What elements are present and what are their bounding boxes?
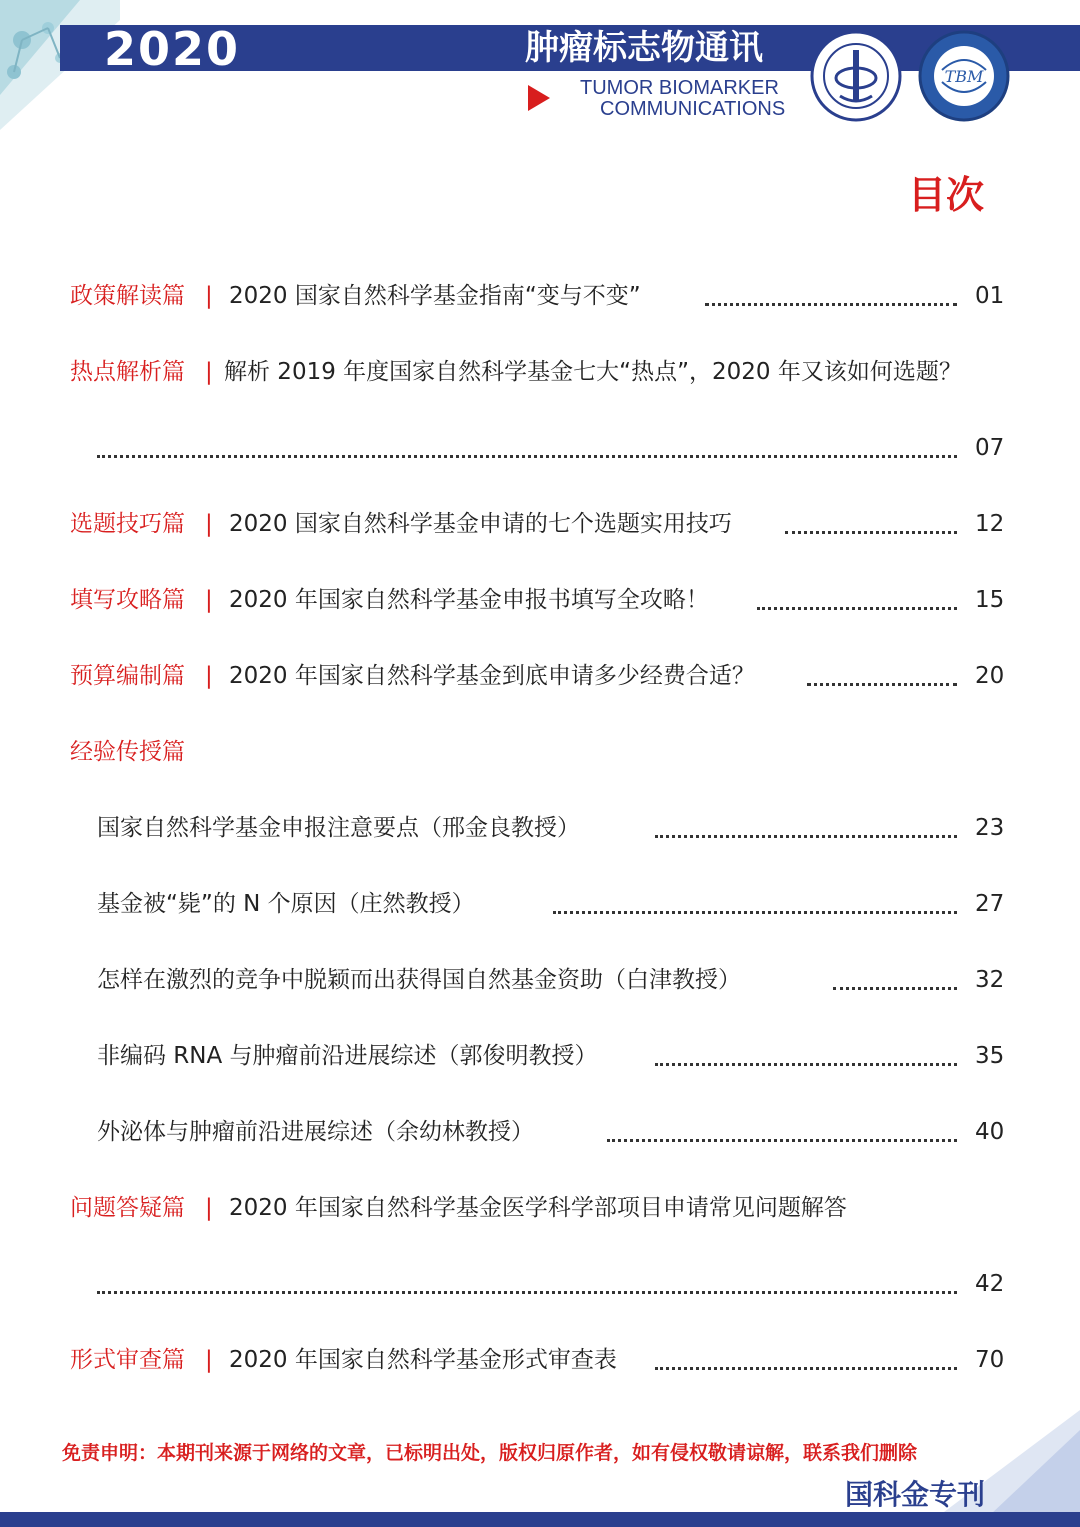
toc-title: 目次 xyxy=(908,173,985,217)
leader-dots xyxy=(655,1063,957,1066)
magazine-title-en-line2: COMMUNICATIONS xyxy=(600,98,786,120)
toc-category: 选题技巧篇 xyxy=(70,511,185,537)
toc-entry xyxy=(0,656,1080,696)
toc-entry-title: 2020 国家自然科学基金指南“变与不变” xyxy=(229,283,641,309)
toc-page-number: 32 xyxy=(975,967,1005,993)
toc-sub-entry xyxy=(0,960,1080,1000)
category-separator: | xyxy=(205,511,213,537)
category-separator: | xyxy=(205,1195,213,1221)
category-separator: | xyxy=(205,1347,213,1373)
toc-category: 经验传授篇 xyxy=(70,739,185,765)
toc-section-heading xyxy=(0,732,1080,772)
leader-dots xyxy=(833,987,957,990)
leader-dots xyxy=(97,455,957,458)
toc-entry-title: 外泌体与肿瘤前沿进展综述（余幼林教授） xyxy=(97,1119,534,1145)
leader-dots xyxy=(553,911,957,914)
disclaimer-text: 免责申明：本期刊来源于网络的文章，已标明出处，版权归原作者，如有侵权敬请谅解，联系我们删除 xyxy=(62,1442,918,1464)
category-separator: | xyxy=(205,359,213,385)
category-separator: | xyxy=(205,587,213,613)
toc-entry xyxy=(0,276,1080,316)
toc-sub-entry xyxy=(0,884,1080,924)
magazine-title: 肿瘤标志物通讯 xyxy=(525,28,763,68)
toc-page-number: 23 xyxy=(975,815,1005,841)
toc-page-number: 20 xyxy=(975,663,1005,689)
toc-sub-entry xyxy=(0,808,1080,848)
tbm-logo xyxy=(918,30,1010,122)
toc-entry-title: 解析 2019 年度国家自然科学基金七大“热点”，2020 年又该如何选题？ xyxy=(224,359,962,385)
toc-page-number: 15 xyxy=(975,587,1005,613)
play-triangle-icon xyxy=(528,85,550,111)
category-separator: | xyxy=(205,283,213,309)
toc-entry xyxy=(0,504,1080,544)
toc-entry-title: 2020 年国家自然科学基金申报书填写全攻略！ xyxy=(229,587,709,613)
toc-sub-entry xyxy=(0,1036,1080,1076)
brand-label: 国科金专刊 xyxy=(845,1478,986,1511)
toc-entry-title: 2020 国家自然科学基金申请的七个选题实用技巧 xyxy=(229,511,732,537)
leader-dots xyxy=(655,1367,957,1370)
leader-dots xyxy=(607,1139,957,1142)
toc-entry-continuation xyxy=(0,428,1080,468)
toc-entry xyxy=(0,1188,1080,1228)
magazine-title-en-line1: TUMOR BIOMARKER xyxy=(580,77,779,99)
toc-entry-title: 怎样在激烈的竞争中脱颖而出获得国自然基金资助（白津教授） xyxy=(97,967,741,993)
toc-entry-continuation xyxy=(0,1264,1080,1304)
leader-dots xyxy=(807,683,957,686)
toc-entry-title: 2020 年国家自然科学基金到底申请多少经费合适？ xyxy=(229,663,755,689)
toc-category: 形式审查篇 xyxy=(70,1347,185,1373)
toc-page-number: 12 xyxy=(975,511,1005,537)
china-anti-cancer-association-logo xyxy=(810,30,902,122)
toc-entry xyxy=(0,1340,1080,1380)
toc-page-number: 35 xyxy=(975,1043,1005,1069)
leader-dots xyxy=(757,607,957,610)
toc-category: 填写攻略篇 xyxy=(70,587,185,613)
category-separator: | xyxy=(205,663,213,689)
toc-page-number: 40 xyxy=(975,1119,1005,1145)
leader-dots xyxy=(655,835,957,838)
toc-entry-title: 2020 年国家自然科学基金医学科学部项目申请常见问题解答 xyxy=(229,1195,847,1221)
toc-category: 预算编制篇 xyxy=(70,663,185,689)
leader-dots xyxy=(97,1291,957,1294)
year-label: 2020 xyxy=(104,22,241,76)
toc-entry-title: 国家自然科学基金申报注意要点（邢金良教授） xyxy=(97,815,580,841)
toc-category: 政策解读篇 xyxy=(70,283,185,309)
toc-page-number: 27 xyxy=(975,891,1005,917)
toc-category: 热点解析篇 xyxy=(70,359,185,385)
leader-dots xyxy=(785,531,957,534)
footer-band xyxy=(0,1512,1080,1527)
toc-page-number: 07 xyxy=(975,435,1005,461)
toc-entry xyxy=(0,352,1080,392)
toc-entry-title: 基金被“毙”的 N 个原因（庄然教授） xyxy=(97,891,475,917)
svg-text:TBM: TBM xyxy=(944,67,984,86)
toc-sub-entry xyxy=(0,1112,1080,1152)
toc-page-number: 42 xyxy=(975,1271,1005,1297)
leader-dots xyxy=(705,303,957,306)
toc-entry xyxy=(0,580,1080,620)
toc-entry-title: 非编码 RNA 与肿瘤前沿进展综述（郭俊明教授） xyxy=(97,1043,598,1069)
toc-page-number: 01 xyxy=(975,283,1005,309)
toc-entry-title: 2020 年国家自然科学基金形式审查表 xyxy=(229,1347,617,1373)
toc-page-number: 70 xyxy=(975,1347,1005,1373)
toc-category: 问题答疑篇 xyxy=(70,1195,185,1221)
